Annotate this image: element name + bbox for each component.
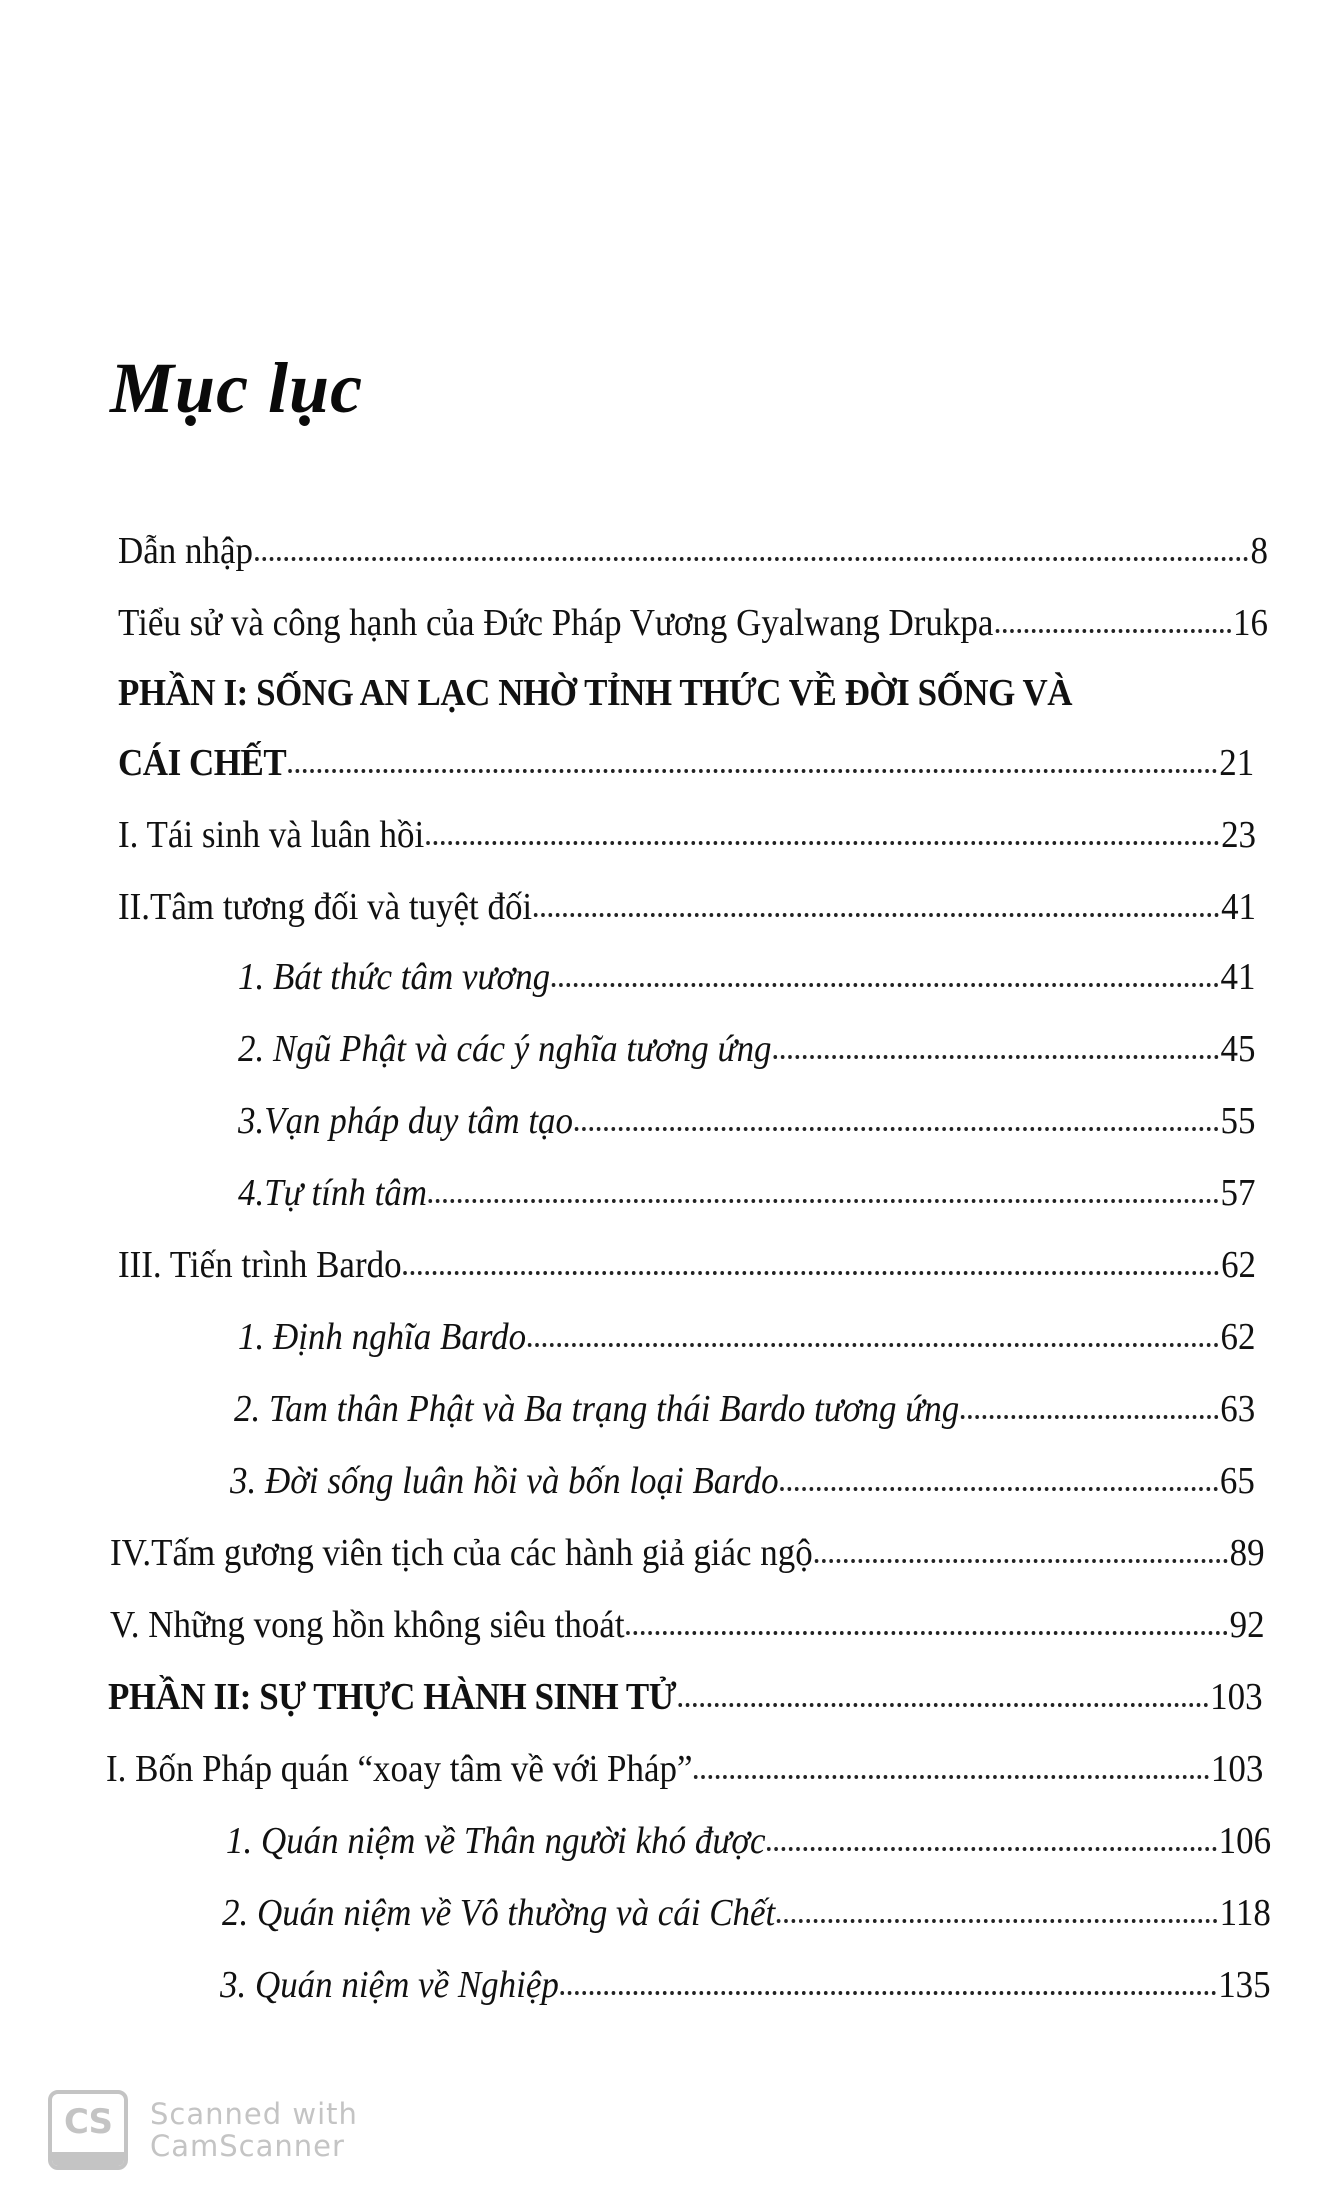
toc-entry [110, 1606, 1265, 1644]
toc-entry-page: 23 [1221, 814, 1257, 856]
toc-subentry [226, 1822, 1271, 1860]
toc-entry-page: 55 [1220, 1100, 1256, 1142]
toc-entry-label: Dẫn nhập [118, 530, 253, 572]
toc-entry-part [108, 1678, 1263, 1716]
camscanner-logo-icon [48, 2090, 128, 2170]
toc-entry-label: I. Tái sinh và luân hồi [118, 814, 425, 856]
toc-entry-page: 106 [1218, 1820, 1272, 1862]
dot-leader [426, 841, 1219, 845]
toc-subentry [234, 1390, 1255, 1428]
toc-subentry [230, 1462, 1255, 1500]
toc-entry-page: 62 [1220, 1316, 1256, 1358]
toc-entry-page: 16 [1233, 602, 1268, 644]
dot-leader [429, 1199, 1219, 1203]
toc-entry [118, 604, 1268, 642]
toc-entry-label: V. Những vong hồn không siêu thoát [110, 1604, 625, 1646]
toc-entry-label: 3. Quán niệm về Nghiệp [220, 1964, 559, 2006]
toc-entry-page: 45 [1220, 1028, 1256, 1070]
toc-entry-page: 135 [1218, 1964, 1271, 2006]
toc-entry-page: 41 [1220, 956, 1256, 998]
toc-entry-label: IV.Tấm gương viên tịch của các hành giả giác ngộ [110, 1532, 813, 1574]
dot-leader [528, 1343, 1219, 1347]
dot-leader [780, 1487, 1218, 1491]
toc-subentry [220, 1966, 1271, 2004]
dot-leader [767, 1847, 1216, 1851]
toc-entry-page: 65 [1219, 1460, 1255, 1502]
dot-leader [534, 913, 1219, 917]
dot-leader [255, 557, 1249, 561]
watermark-line-2: CamScanner [150, 2129, 345, 2163]
dot-leader [777, 1919, 1218, 1923]
toc-entry-label: 1. Quán niệm về Thân người khó được [226, 1820, 766, 1862]
toc-entry-page: 21 [1219, 742, 1255, 784]
toc-entry-label: 3. Đời sống luân hồi và bốn loại Bardo [230, 1460, 779, 1502]
page-title: Mục lục [110, 348, 364, 428]
toc-entry-label: I. Bốn Pháp quán “xoay tâm về với Pháp” [106, 1748, 693, 1790]
toc-entry-label: 1. Bát thức tâm vương [238, 956, 551, 998]
dot-leader [815, 1559, 1228, 1563]
toc-entry-page: 103 [1210, 1676, 1263, 1718]
toc-entry-page: 62 [1221, 1244, 1257, 1286]
toc-entry-page: 118 [1219, 1892, 1271, 1934]
dot-leader [575, 1127, 1219, 1131]
dot-leader [626, 1631, 1227, 1635]
dot-leader [961, 1415, 1218, 1419]
toc-subentry [222, 1894, 1271, 1932]
toc-entry-label: II.Tâm tương đối và tuyệt đối [118, 886, 533, 928]
toc-entry-page: 103 [1210, 1748, 1264, 1790]
toc-entry [118, 1246, 1256, 1284]
toc-subentry [238, 958, 1256, 996]
toc-entry-page: 8 [1250, 530, 1268, 572]
toc-subentry [238, 1030, 1256, 1068]
toc-entry-page: 57 [1220, 1172, 1256, 1214]
watermark-line-1: Scanned with [150, 2096, 358, 2131]
toc-entry-page: 92 [1229, 1604, 1265, 1646]
dot-leader [403, 1271, 1219, 1275]
dot-leader [288, 769, 1217, 773]
dot-leader [552, 983, 1219, 987]
toc-entry-label: Tiểu sử và công hạnh của Đức Pháp Vương Gyalwang Drukpa [118, 602, 994, 644]
toc-entry-label: 2. Tam thân Phật và Ba trạng thái Bardo tương ứng [234, 1388, 960, 1430]
toc-subentry [238, 1102, 1256, 1140]
watermark-text [150, 2098, 358, 2163]
toc-entry [118, 816, 1256, 854]
dot-leader [694, 1775, 1209, 1779]
toc-entry [118, 532, 1268, 570]
toc-entry [110, 1534, 1265, 1572]
dot-leader [678, 1703, 1208, 1707]
toc-entry-page: 63 [1220, 1388, 1256, 1430]
toc-entry-label: 2. Ngũ Phật và các ý nghĩa tương ứng [238, 1028, 772, 1070]
toc-entry-part [118, 744, 1254, 782]
toc-entry [106, 1750, 1263, 1788]
dot-leader [773, 1055, 1218, 1059]
toc-entry-page: 41 [1221, 886, 1257, 928]
toc-subentry [238, 1318, 1256, 1356]
toc-entry [118, 888, 1256, 926]
toc-entry-label: CÁI CHẾT [118, 742, 287, 784]
part-heading-line: PHẦN I: SỐNG AN LẠC NHỜ TỈNH THỨC VỀ ĐỜI SỐNG VÀ [118, 672, 1073, 714]
logo-text: CS [63, 2102, 113, 2142]
toc-entry-page: 89 [1229, 1532, 1265, 1574]
toc-entry-label: 1. Định nghĩa Bardo [238, 1316, 527, 1358]
toc-entry-label: 3.Vạn pháp duy tâm tạo [238, 1100, 574, 1142]
camscanner-watermark [48, 2090, 358, 2170]
toc-entry-label: PHẦN II: SỰ THỰC HÀNH SINH TỬ [108, 1676, 677, 1718]
toc-entry-label: III. Tiến trình Bardo [118, 1244, 402, 1286]
dot-leader [561, 1991, 1217, 1995]
toc-subentry [238, 1174, 1256, 1212]
toc-entry-label: 2. Quán niệm về Vô thường và cái Chết [222, 1892, 776, 1934]
dot-leader [995, 629, 1231, 633]
logo-bar [52, 2152, 124, 2166]
toc-entry-label: 4.Tự tính tâm [238, 1172, 428, 1214]
